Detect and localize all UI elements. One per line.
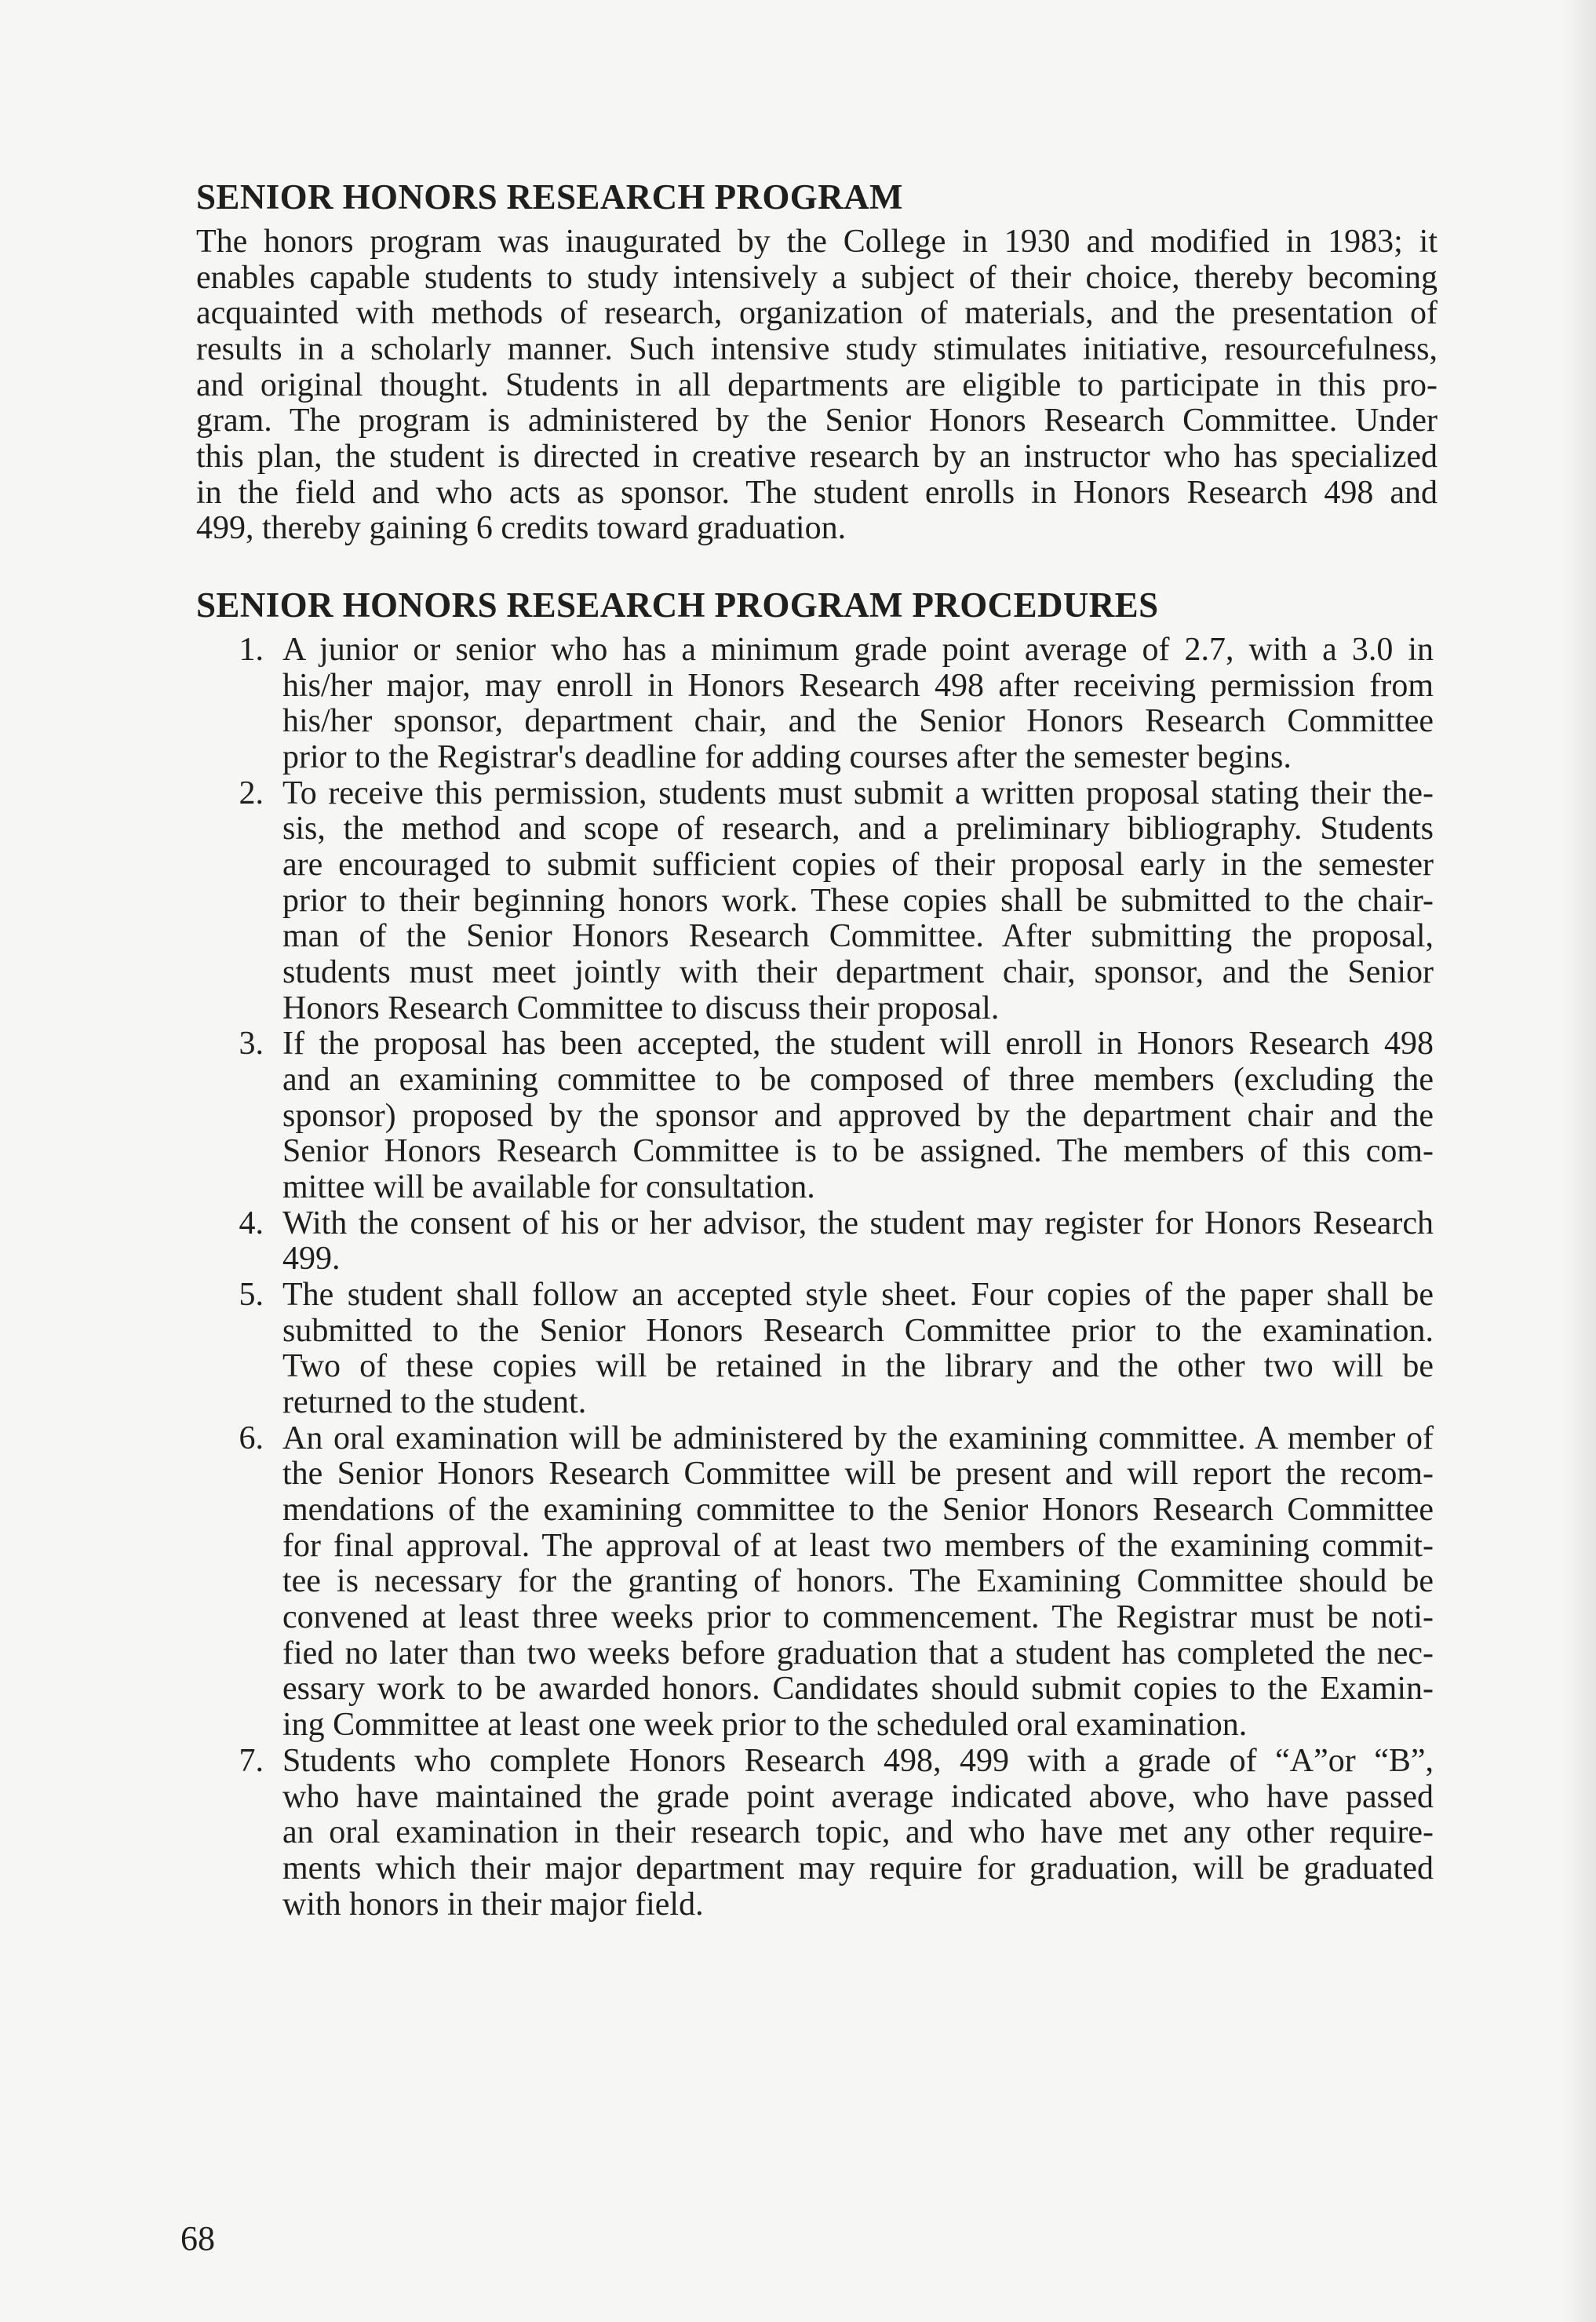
procedure-item	[196, 776, 1434, 1027]
procedure-item	[196, 1744, 1434, 1923]
text-line: Students who complete Honors Research 498, 499 with a grade of “A”or “B”,	[282, 1742, 1434, 1779]
page-number: 68	[180, 2219, 215, 2258]
text-line: convened at least three weeks prior to commencement. The Registrar must be noti-	[282, 1599, 1434, 1636]
procedures-heading: SENIOR HONORS RESEARCH PROGRAM PROCEDURES	[196, 585, 1159, 625]
text-line: If the proposal has been accepted, the student will enroll in Honors Research 498	[282, 1026, 1434, 1063]
text-line: an oral examination in their research topic, and who have met any other require-	[282, 1814, 1434, 1851]
item-number: 2.	[239, 775, 264, 811]
text-line: ing Committee at least one week prior to the scheduled oral examination.	[282, 1707, 1248, 1744]
text-line: An oral examination will be administered by the examining committee. A member of	[282, 1420, 1434, 1456]
procedure-item	[196, 1278, 1434, 1421]
text-line: this plan, the student is directed in creative research by an instructor who has specialized	[196, 439, 1437, 476]
page-edge-shadow	[1561, 0, 1596, 2322]
text-line: 499, thereby gaining 6 credits toward graduation.	[196, 510, 847, 547]
text-line: gram. The program is administered by the Senior Honors Research Committee. Under	[196, 403, 1437, 439]
text-line: students must meet jointly with their department chair, sponsor, and the Senior	[282, 954, 1434, 991]
text-line: prior to the Registrar's deadline for adding courses after the semester begins.	[282, 739, 1292, 776]
text-line: acquainted with methods of research, organization of materials, and the presentation of	[196, 295, 1437, 332]
text-line: mendations of the examining committee to the Senior Honors Research Committee	[282, 1492, 1434, 1529]
text-line: Senior Honors Research Committee is to be assigned. The members of this com-	[282, 1133, 1434, 1170]
text-line: and original thought. Students in all departments are eligible to participate in this pro-	[196, 366, 1437, 403]
text-line: in the field and who acts as sponsor. The student enrolls in Honors Research 498 and	[196, 474, 1437, 511]
text-line: To receive this permission, students must submit a written proposal stating their the-	[282, 775, 1434, 811]
text-line: The student shall follow an accepted style sheet. Four copies of the paper shall be	[282, 1277, 1434, 1314]
text-line: returned to the student.	[282, 1384, 587, 1421]
text-line: for final approval. The approval of at least two members of the examining commit-	[282, 1527, 1434, 1564]
text-line: fied no later than two weeks before graduation that a student has completed the nec-	[282, 1635, 1434, 1671]
text-line: results in a scholarly manner. Such intensive study stimulates initiative, resourcefulness,	[196, 331, 1437, 368]
procedure-item	[196, 1206, 1434, 1278]
text-line: with honors in their major field.	[282, 1886, 704, 1923]
intro-paragraph	[196, 224, 1437, 547]
item-number: 5.	[239, 1277, 264, 1314]
text-line: Two of these copies will be retained in the library and the other two will be	[282, 1348, 1434, 1385]
text-line: mittee will be available for consultation.	[282, 1169, 815, 1206]
text-line: sponsor) proposed by the sponsor and approved by the department chair and the	[282, 1097, 1434, 1134]
procedure-item	[196, 1026, 1434, 1205]
text-line: With the consent of his or her advisor, the student may register for Honors Research	[282, 1205, 1434, 1241]
text-line: who have maintained the grade point average indicated above, who have passed	[282, 1778, 1434, 1815]
item-number: 6.	[239, 1420, 264, 1456]
section-heading: SENIOR HONORS RESEARCH PROGRAM	[196, 177, 903, 217]
procedure-item	[196, 1421, 1434, 1744]
text-line: prior to their beginning honors work. These copies shall be submitted to the chair-	[282, 882, 1434, 919]
text-line: man of the Senior Honors Research Committee. After submitting the proposal,	[282, 918, 1434, 955]
item-number: 4.	[239, 1205, 264, 1241]
text-line: Honors Research Committee to discuss their proposal.	[282, 990, 1000, 1026]
item-number: 7.	[239, 1742, 264, 1779]
procedure-item	[196, 632, 1434, 776]
text-line: and an examining committee to be composed of three members (excluding the	[282, 1062, 1434, 1099]
text-line: the Senior Honors Research Committee will be present and will report the recom-	[282, 1456, 1434, 1493]
text-line: A junior or senior who has a minimum grade point average of 2.7, with a 3.0 in	[282, 632, 1434, 668]
item-number: 1.	[239, 632, 264, 668]
text-line: ments which their major department may require for graduation, will be graduated	[282, 1850, 1434, 1886]
text-line: submitted to the Senior Honors Research Committee prior to the examination.	[282, 1312, 1434, 1349]
text-line: sis, the method and scope of research, and a preliminary bibliography. Students	[282, 811, 1434, 848]
text-line: The honors program was inaugurated by the College in 1930 and modified in 1983; it	[196, 224, 1437, 260]
text-line: tee is necessary for the granting of honors. The Examining Committee should be	[282, 1563, 1434, 1600]
text-line: his/her sponsor, department chair, and the Senior Honors Research Committee	[282, 703, 1434, 740]
text-line: 499.	[282, 1241, 341, 1278]
text-line: are encouraged to submit sufficient copies of their proposal early in the semester	[282, 847, 1434, 884]
text-line: enables capable students to study intensively a subject of their choice, thereby becoming	[196, 259, 1437, 296]
text-line: his/her major, may enroll in Honors Research 498 after receiving permission from	[282, 667, 1434, 704]
procedures-list	[196, 632, 1434, 1923]
text-line: essary work to be awarded honors. Candidates should submit copies to the Examin-	[282, 1671, 1434, 1708]
item-number: 3.	[239, 1026, 264, 1063]
